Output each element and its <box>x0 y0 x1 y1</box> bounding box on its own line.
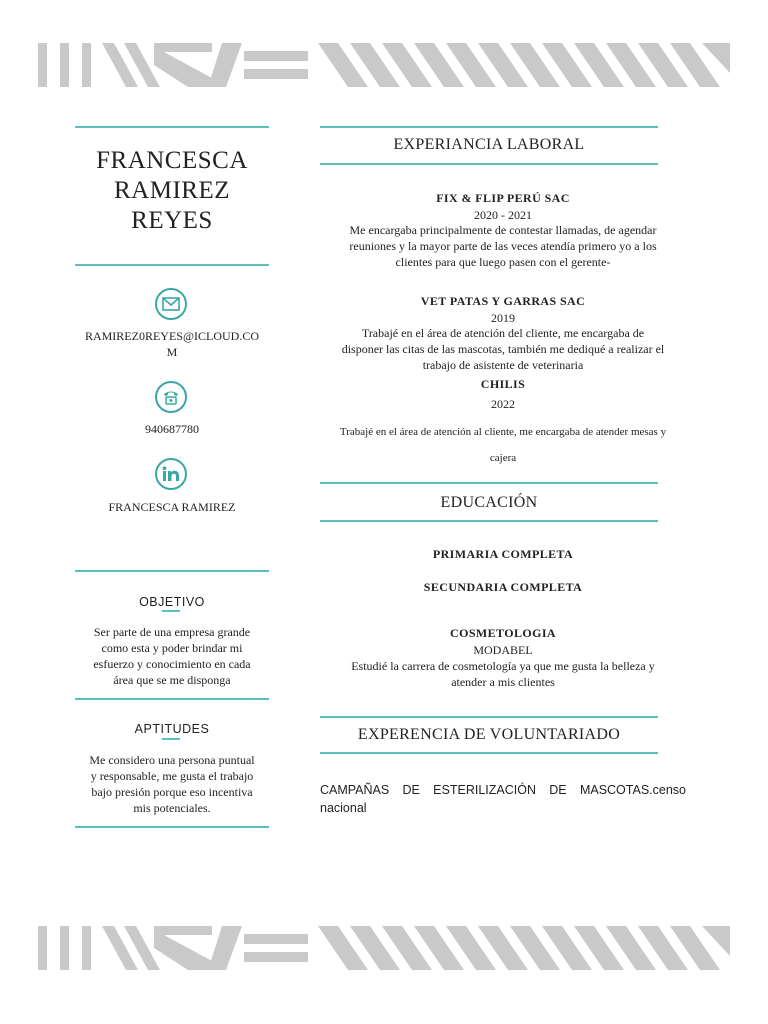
divider <box>320 520 658 522</box>
voluntariado-heading: EXPERENCIA DE VOLUNTARIADO <box>357 726 621 743</box>
text-line: como esta y poder brindar mi <box>101 641 243 655</box>
divider <box>320 126 658 128</box>
education-description <box>320 658 686 690</box>
text-line: Trabajé en el área de atención del cliente, me encargaba de <box>361 326 645 340</box>
phone-icon <box>155 381 187 413</box>
job-description <box>320 419 686 471</box>
text-line: Me encargaba principalmente de contestar llamadas, de agendar <box>349 223 657 237</box>
text-line: reuniones y la mayor parte de las veces atendía primero yo a los <box>349 239 657 253</box>
text-line: atender a mis clientes <box>451 675 555 689</box>
divider <box>320 482 658 484</box>
text-line: trabajo de asistente de veterinaria <box>422 358 584 372</box>
divider <box>75 698 269 700</box>
text-line: Me considero una persona puntual <box>89 753 255 767</box>
divider <box>75 570 269 572</box>
text-line: Trabajé en el área de atención al cliente, me encargaba de atender mesas y <box>339 426 667 438</box>
job-years: 2019 <box>491 311 515 325</box>
educacion-heading: EDUCACIÓN <box>440 494 538 511</box>
divider <box>320 716 658 718</box>
objetivo-text <box>78 624 266 688</box>
email-line: RAMIREZ0REYES@ICLOUD.CO <box>84 329 260 343</box>
decorative-bottom-band <box>38 926 730 970</box>
education-item: PRIMARIA COMPLETA <box>432 547 574 561</box>
text-line: área que se me disponga <box>113 673 231 687</box>
job-company: CHILIS <box>480 377 526 391</box>
job-description <box>320 222 686 270</box>
job-years: 2020 - 2021 <box>474 208 532 222</box>
education-item: SECUNDARIA COMPLETA <box>423 580 583 594</box>
phone-text: 940687780 <box>145 422 199 436</box>
aptitudes-text <box>78 752 266 816</box>
divider <box>320 752 658 754</box>
aptitudes-heading: APTITUDES <box>134 722 210 736</box>
email-line: M <box>166 345 178 359</box>
education-school: MODABEL <box>473 643 533 657</box>
mail-icon <box>155 288 187 320</box>
text-line: mis potenciales. <box>133 801 211 815</box>
experiencia-heading: EXPERIANCIA LABORAL <box>393 136 585 153</box>
divider <box>75 826 269 828</box>
divider <box>75 264 269 266</box>
job-years: 2022 <box>491 397 515 411</box>
objetivo-heading: OBJETIVO <box>139 595 205 609</box>
email-text <box>75 328 269 360</box>
heading-underline <box>162 610 180 612</box>
decorative-top-band <box>38 43 730 87</box>
text-line: y responsable, me gusta el trabajo <box>90 769 254 783</box>
name-line: RAMIREZ <box>114 177 230 204</box>
text-line: disponer las citas de las mascotas, también me dediqué a realizar el <box>341 342 665 356</box>
voluntariado-text: CAMPAÑAS DE ESTERILIZACIÓN DE MASCOTAS.censo nacional <box>320 783 686 815</box>
candidate-name <box>75 146 269 236</box>
job-description <box>320 325 686 373</box>
name-line: FRANCESCA <box>96 147 248 174</box>
divider <box>320 163 658 165</box>
education-course: COSMETOLOGIA <box>450 626 556 640</box>
text-line: esfuerzo y conocimiento en cada <box>93 657 251 671</box>
text-line: bajo presión porque eso incentiva <box>91 785 253 799</box>
name-line: REYES <box>131 207 213 234</box>
text-line: clientes para que luego pasen con el gerente- <box>395 255 611 269</box>
linkedin-text: FRANCESCA RAMIREZ <box>108 500 236 514</box>
text-line: Estudié la carrera de cosmetología ya que me gusta la belleza y <box>351 659 655 673</box>
job-company: FIX & FLIP PERÚ SAC <box>436 191 570 205</box>
text-line: Ser parte de una empresa grande <box>93 625 251 639</box>
divider <box>75 126 269 128</box>
job-company: VET PATAS Y GARRAS SAC <box>420 294 586 308</box>
text-line: cajera <box>489 452 517 464</box>
heading-underline <box>162 738 180 740</box>
linkedin-icon <box>155 458 187 490</box>
